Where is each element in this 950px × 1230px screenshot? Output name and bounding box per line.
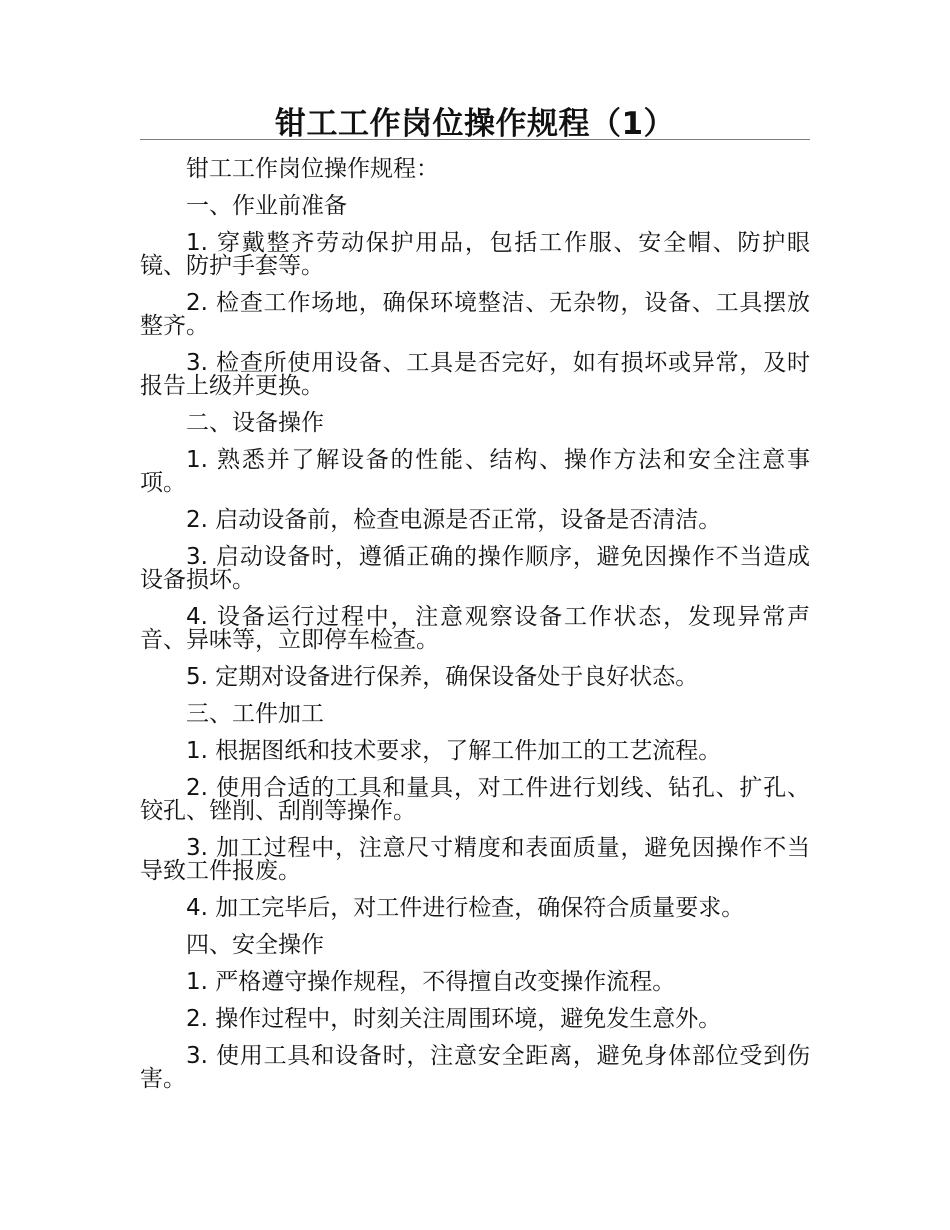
section-heading-3: 三、工件加工 [186,701,324,727]
section-heading-1: 一、作业前准备 [186,193,347,219]
paragraph: 1. 穿戴整齐劳动保护用品，包括工作服、安全帽、防护眼镜、防护手套等。 [140,230,810,279]
paragraph: 1. 严格遵守操作规程，不得擅自改变操作流程。 [186,969,676,995]
document-body [140,158,810,1091]
title-underline [140,139,810,140]
paragraph: 3. 使用工具和设备时，注意安全距离，避免身体部位受到伤害。 [140,1043,810,1092]
document-title: 钳工工作岗位操作规程（1） [274,106,676,142]
paragraph: 1. 熟悉并了解设备的性能、结构、操作方法和安全注意事项。 [140,447,810,496]
paragraph-intro: 钳工工作岗位操作规程： [186,156,439,182]
paragraph: 2. 检查工作场地，确保环境整洁、无杂物，设备、工具摆放整齐。 [140,290,810,339]
paragraph: 4. 设备运行过程中，注意观察设备工作状态，发现异常声音、异味等，立即停车检查。 [140,604,810,653]
paragraph: 3. 检查所使用设备、工具是否完好，如有损坏或异常，及时报告上级并更换。 [140,350,810,399]
paragraph: 1. 根据图纸和技术要求，了解工件加工的工艺流程。 [186,738,722,764]
paragraph: 2. 使用合适的工具和量具，对工件进行划线、钻孔、扩孔、铰孔、锉削、刮削等操作。 [140,775,810,824]
section-heading-2: 二、设备操作 [186,410,324,436]
section-heading-4: 四、安全操作 [186,932,324,958]
paragraph: 3. 加工过程中，注意尺寸精度和表面质量，避免因操作不当导致工件报废。 [140,835,810,884]
paragraph: 2. 操作过程中，时刻关注周围环境，避免发生意外。 [186,1006,722,1032]
paragraph: 4. 加工完毕后，对工件进行检查，确保符合质量要求。 [186,895,745,921]
paragraph: 2. 启动设备前，检查电源是否正常，设备是否清洁。 [186,507,722,533]
paragraph: 5. 定期对设备进行保养，确保设备处于良好状态。 [186,664,699,690]
paragraph: 3. 启动设备时，遵循正确的操作顺序，避免因操作不当造成设备损坏。 [140,544,810,593]
